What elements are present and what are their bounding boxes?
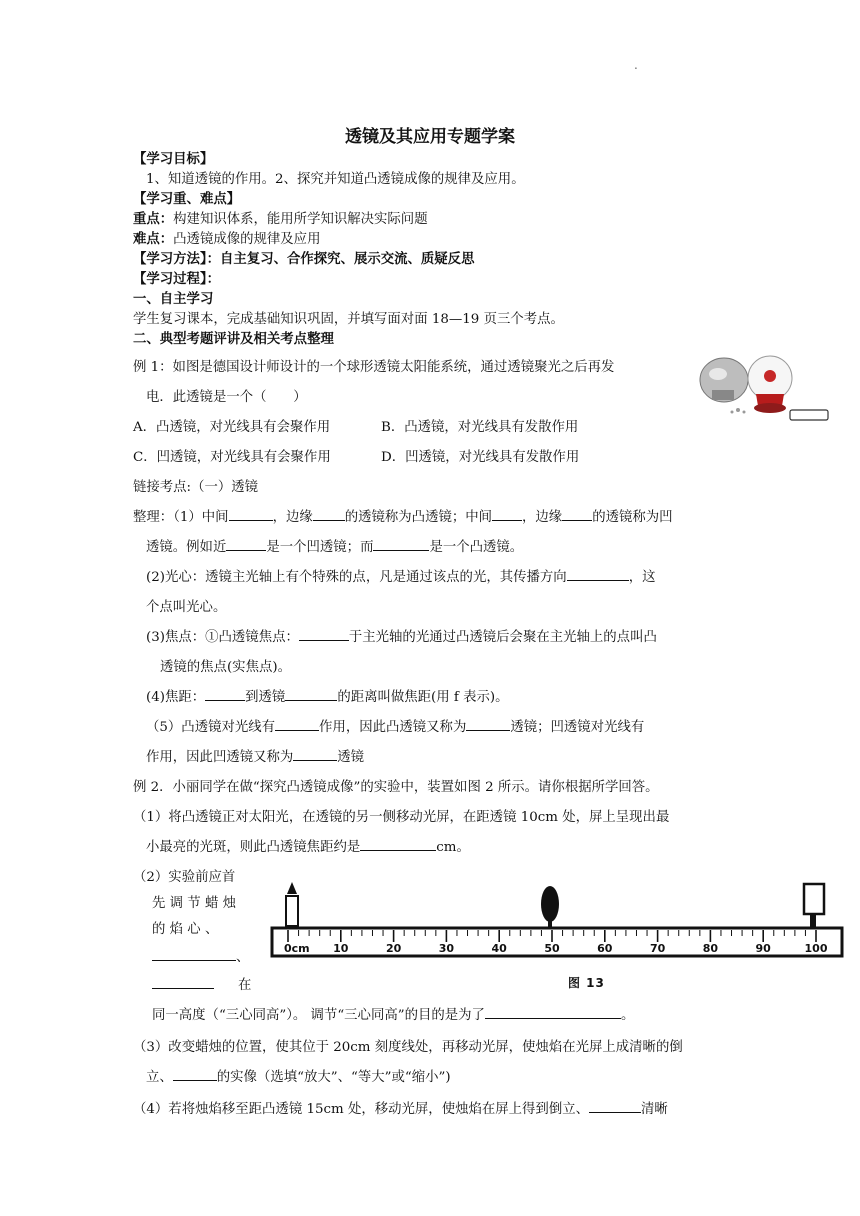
note1-part-d: ，边缘 <box>522 510 563 525</box>
blank[interactable] <box>173 1068 217 1081</box>
note1-part-h: 是一个凸透镜。 <box>429 540 524 555</box>
note1-part-b: ，边缘 <box>272 510 313 525</box>
note5-part-b: 作用，因此凸透镜又称为 <box>319 720 467 735</box>
note1-part-f: 透镜。例如近 <box>146 540 227 555</box>
blank[interactable] <box>313 508 345 521</box>
ruler-tick-label: 80 <box>702 942 719 955</box>
note1-line2 <box>146 536 523 555</box>
blank[interactable] <box>485 1006 621 1019</box>
ruler-tick-label: 10 <box>333 942 349 955</box>
option-c: C．凹透镜，对光线具有会聚作用 <box>133 450 331 465</box>
key-point <box>133 208 428 227</box>
ruler-tick-label: 90 <box>755 942 771 955</box>
part1-text: 学生复习课本，完成基础知识巩固，并填写面对面 18—19 页三个考点。 <box>133 312 564 327</box>
note4-part-a: (4)焦距： <box>146 690 206 705</box>
blank[interactable] <box>226 538 266 551</box>
q4-part-b: 清晰 <box>641 1102 668 1117</box>
example2-intro: 例 2．小丽同学在做“探究凸透镜成像”的实验中，装置如图 2 所示。请你根据所学回答。 <box>133 780 659 795</box>
blank[interactable] <box>229 508 273 521</box>
note1-part-g: 是一个凹透镜；而 <box>266 540 374 555</box>
note3-line2: 透镜的焦点(实焦点)。 <box>160 660 291 675</box>
blank[interactable] <box>589 1100 641 1113</box>
blank[interactable] <box>466 718 510 731</box>
example2-q1-line1: （1）将凸透镜正对太阳光，在透镜的另一侧移动光屏，在距透镜 10cm 处，屏上呈现出最 <box>133 810 670 825</box>
page-title: 透镜及其应用专题学案 <box>345 127 515 147</box>
blank[interactable] <box>373 538 429 551</box>
header-dot: . <box>634 58 638 72</box>
note2-part-b: ，这 <box>628 570 656 585</box>
key-label: 重点： <box>133 211 174 227</box>
key-text: 构建知识体系，能用所学知识解决实际问题 <box>173 212 428 227</box>
goal-heading: 【学习目标】 <box>133 151 214 167</box>
note3-part-a: (3)焦点：①凸透镜焦点： <box>146 630 299 645</box>
ruler-tick-label: 100 <box>804 942 828 955</box>
q2-part-e: 在 <box>238 978 252 993</box>
blank[interactable] <box>360 838 436 851</box>
note3-part-b: 于主光轴的光通过凸透镜后会聚在主光轴上的点叫凸 <box>348 630 657 645</box>
option-b: B．凸透镜，对光线具有发散作用 <box>381 420 579 435</box>
q4-part-a: （4）若将烛焰移至距凸透镜 15cm 处，移动光屏，使烛焰在屏上得到倒立、 <box>133 1102 589 1117</box>
note4-part-c: 的距离叫做焦距(用 f 表示)。 <box>337 690 509 705</box>
ruler-tick-label: 20 <box>385 942 402 955</box>
note1-part-a: 整理：（1）中间 <box>133 510 229 525</box>
key-heading: 【学习重、难点】 <box>133 191 241 207</box>
note2-part-a: (2)光心：透镜主光轴上有个特殊的点，凡是通过该点的光，其传播方向 <box>146 570 567 585</box>
difficulty-point <box>133 228 320 247</box>
lens <box>541 886 559 922</box>
example2-q2-line4 <box>152 946 249 965</box>
difficulty-text: 凸透镜成像的规律及应用 <box>173 232 321 247</box>
q2-part-g: 。 <box>620 1008 635 1023</box>
note5-part-e: 透镜 <box>337 750 365 765</box>
blank[interactable] <box>562 508 592 521</box>
q3-part-b: 立、 <box>146 1070 173 1085</box>
example2-q2-line3: 的 焰 心 、 <box>152 922 219 937</box>
ruler-tick-label: 50 <box>544 942 560 955</box>
ruler-tick-label: 30 <box>438 942 455 955</box>
note5-line2 <box>146 746 364 765</box>
note5-part-c: 透镜；凹透镜对光线有 <box>510 720 645 735</box>
example2-q1-line2 <box>146 836 470 855</box>
note1-part-c: 的透镜称为凸透镜；中间 <box>344 510 493 525</box>
difficulty-label: 难点： <box>133 231 174 247</box>
blank[interactable] <box>285 688 337 701</box>
ruler-tick-label: 60 <box>597 942 613 955</box>
candle <box>286 896 298 926</box>
option-a: A．凸透镜，对光线具有会聚作用 <box>133 420 331 435</box>
example2-q2-line5 <box>152 974 251 993</box>
example2-q3-line2 <box>146 1066 451 1085</box>
figure-caption: 图 13 <box>568 976 605 990</box>
q3-part-c: 的实像（选填“放大”、“等大”或“缩小”) <box>216 1070 451 1085</box>
note4-part-b: 到透镜 <box>245 690 286 705</box>
ruler-tick-label: 40 <box>491 942 507 955</box>
light-screen <box>804 884 824 914</box>
option-d: D．凹透镜，对光线具有发散作用 <box>381 450 580 465</box>
example2-q3-line1: （3）改变蜡烛的位置，使其位于 20cm 刻度线处，再移动光屏，使烛焰在光屏上成清晰的倒 <box>133 1040 683 1055</box>
q1-part-b: 小最亮的光斑，则此凸透镜焦距约是 <box>146 840 361 855</box>
blank[interactable] <box>275 718 319 731</box>
goal-text: 1、知道透镜的作用。2、探究并知道凸透镜成像的规律及应用。 <box>146 172 525 187</box>
method-heading: 【学习方法】：自主复习、合作探究、展示交流、质疑反思 <box>133 251 475 267</box>
example2-q4-line1 <box>133 1098 668 1117</box>
blank[interactable] <box>205 688 245 701</box>
blank[interactable] <box>152 948 236 961</box>
example2-q2-line1: （2）实验前应首 <box>133 870 236 885</box>
blank[interactable] <box>567 568 629 581</box>
note3-line1 <box>146 626 657 645</box>
q1-part-c: cm。 <box>436 840 470 855</box>
blank[interactable] <box>293 748 337 761</box>
q2-part-f: 同一高度（“三心同高”）。 调节“三心同高”的目的是为了 <box>152 1008 485 1023</box>
q2-part-d: 、 <box>236 950 250 965</box>
solar-lens-image <box>698 346 834 430</box>
part1-heading: 一、自主学习 <box>133 291 214 307</box>
candle-flame <box>287 882 297 894</box>
note1-line1 <box>133 506 673 525</box>
example2-q2-line2: 先 调 节 蜡 烛 <box>152 896 236 911</box>
ruler-tick-label: 0cm <box>284 942 310 955</box>
note5-part-d: 作用，因此凹透镜又称为 <box>146 750 294 765</box>
note5-line1 <box>146 716 644 735</box>
example2-q2-line6 <box>152 1004 634 1023</box>
note4 <box>146 686 509 705</box>
ruler-tick-label: 70 <box>649 942 666 955</box>
note5-part-a: （5）凸透镜对光线有 <box>146 720 276 735</box>
example1-question-line2: 电．此透镜是一个（ ） <box>146 390 307 405</box>
blank[interactable] <box>492 508 522 521</box>
process-heading: 【学习过程】： <box>133 271 221 287</box>
note2-line1 <box>146 566 655 585</box>
blank[interactable] <box>299 628 349 641</box>
part2-heading: 二、典型考题评讲及相关考点整理 <box>133 331 334 347</box>
blank[interactable] <box>152 976 214 989</box>
note1-part-e: 的透镜称为凹 <box>592 510 673 525</box>
optical-bench-figure <box>268 878 846 988</box>
example1-question-line1: 例 1：如图是德国设计师设计的一个球形透镜太阳能系统，通过透镜聚光之后再发 <box>133 360 615 375</box>
note2-line2: 个点叫光心。 <box>146 600 227 615</box>
link-topic: 链接考点:（一）透镜 <box>133 480 259 495</box>
